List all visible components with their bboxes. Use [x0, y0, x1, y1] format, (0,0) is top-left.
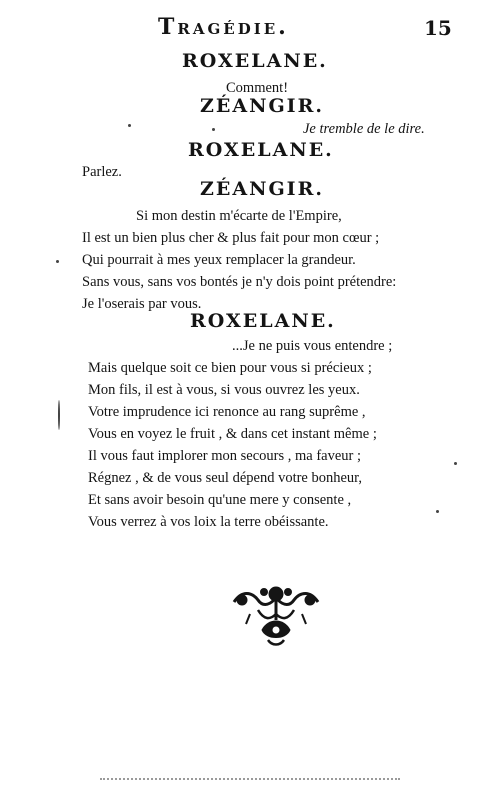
verse-line: Comment!: [226, 80, 289, 96]
speaker-zeangir: ZÉANGIR.: [200, 178, 324, 200]
verse-line: Je l'oserais par vous.: [82, 296, 202, 312]
verse-line: Votre imprudence ici renonce au rang suprême ,: [88, 404, 366, 420]
verse-line: Mon fils, il est à vous, si vous ouvrez les yeux.: [88, 382, 360, 398]
ink-speck: [58, 400, 60, 430]
verse-line: Régnez , & de vous seul dépend votre bonheur,: [88, 470, 363, 486]
speaker-roxelane: ROXELANE.: [188, 139, 334, 161]
page-number: 15: [424, 16, 452, 40]
verse-line: ...Je ne puis vous entendre ;: [232, 338, 393, 354]
ink-speck: [212, 128, 215, 131]
verse-line: Si mon destin m'écarte de l'Empire,: [136, 208, 342, 224]
verse-line: Il est un bien plus cher & plus fait pour mon cœur ;: [82, 230, 380, 246]
verse-line: Sans vous, sans vos bontés je n'y dois point prétendre:: [82, 274, 397, 290]
verse-line: Et sans avoir besoin qu'une mere y consente ,: [88, 492, 352, 508]
running-head: Tragédie.: [158, 14, 289, 40]
bottom-rule: [100, 778, 400, 782]
ink-speck: [56, 260, 59, 263]
ink-speck: [454, 462, 457, 465]
ink-speck: [128, 124, 131, 127]
verse-line: Mais quelque soit ce bien pour vous si précieux ;: [88, 360, 372, 376]
verse-line: Vous en voyez le fruit , & dans cet instant même ;: [88, 426, 377, 442]
speaker-zeangir: ZÉANGIR.: [200, 95, 324, 117]
ink-speck: [436, 510, 439, 513]
speaker-roxelane: ROXELANE.: [190, 310, 336, 332]
verse-line: Vous verrez à vos loix la terre obéissante.: [88, 514, 329, 530]
verse-line: Il vous faut implorer mon secours , ma faveur ;: [88, 448, 362, 464]
speaker-roxelane: ROXELANE.: [182, 50, 328, 72]
verse-line: Parlez.: [82, 164, 122, 180]
floral-ornament: [228, 580, 324, 648]
verse-line: Qui pourrait à mes yeux remplacer la grandeur.: [82, 252, 356, 268]
verse-line: Je tremble de le dire.: [303, 121, 425, 137]
